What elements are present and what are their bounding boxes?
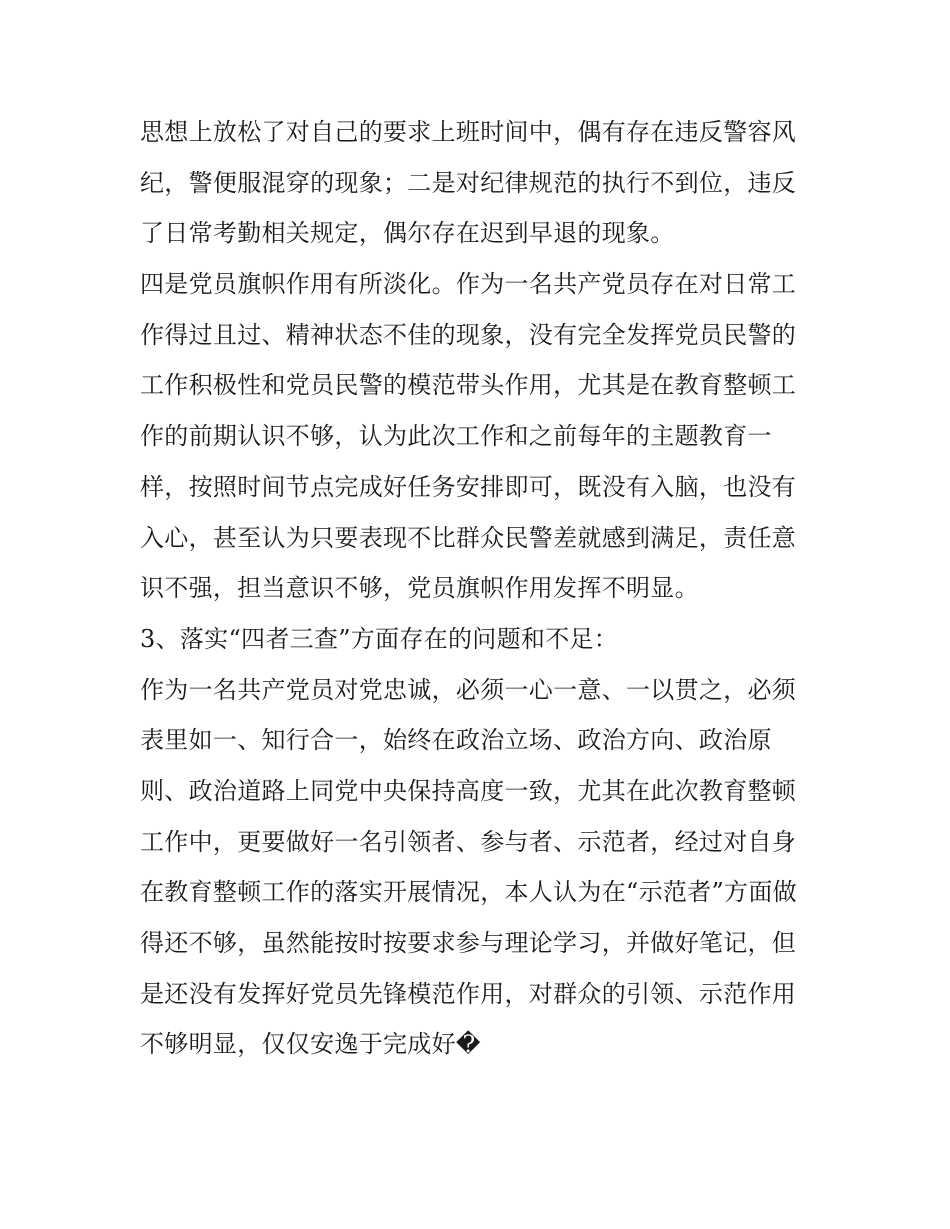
text-line: 作的前期认识不够，认为此次工作和之前每年的主题教育一 bbox=[140, 422, 772, 451]
text-line: 样，按照时间节点完成好任务安排即可，既没有入脑，也没有 bbox=[140, 472, 797, 501]
text-line: 识不强，担当意识不够，党员旗帜作用发挥不明显。 bbox=[140, 574, 699, 603]
text-line: 则、政治道路上同党中央保持高度一致，尤其在此次教育整顿 bbox=[140, 776, 797, 805]
text-line: 四是党员旗帜作用有所淡化。作为一名共产党员存在对日常工 bbox=[140, 270, 797, 299]
text-line: 思想上放松了对自己的要求上班时间中，偶有存在违反警容风 bbox=[140, 118, 797, 146]
text-line: 得还不够，虽然能按时按要求参与理论学习，并做好笔记，但 bbox=[140, 929, 797, 957]
document-body bbox=[140, 107, 820, 1070]
text-line: 工作积极性和党员民警的模范带头作用，尤其是在教育整顿工 bbox=[140, 371, 797, 400]
text-line: 表里如一、知行合一，始终在政治立场、政治方向、政治原 bbox=[140, 726, 772, 755]
text-line: 作得过且过、精神状态不佳的现象，没有完全发挥党员民警的 bbox=[140, 320, 797, 349]
text-line: 纪，警便服混穿的现象；二是对纪律规范的执行不到位，违反 bbox=[140, 168, 797, 197]
text-line: 不够明显，仅仅安逸于完成好� bbox=[140, 1030, 481, 1059]
text-line: 工作中，更要做好一名引领者、参与者、示范者，经过对自身 bbox=[140, 827, 797, 856]
text-line: 作为一名共产党员对党忠诚，必须一心一意、一以贯之，必须 bbox=[140, 675, 797, 704]
text-line: 入心，甚至认为只要表现不比群众民警差就感到满足，责任意 bbox=[140, 523, 797, 552]
text-line: 在教育整顿工作的落实开展情况，本人认为在“示范者”方面做 bbox=[140, 878, 797, 907]
section-heading: 3、落实“四者三查”方面存在的问题和不足： bbox=[140, 624, 619, 653]
text-line: 是还没有发挥好党员先锋模范作用，对群众的引领、示范作用 bbox=[140, 979, 797, 1008]
text-line: 了日常考勤相关规定，偶尔存在迟到早退的现象。 bbox=[140, 219, 675, 248]
